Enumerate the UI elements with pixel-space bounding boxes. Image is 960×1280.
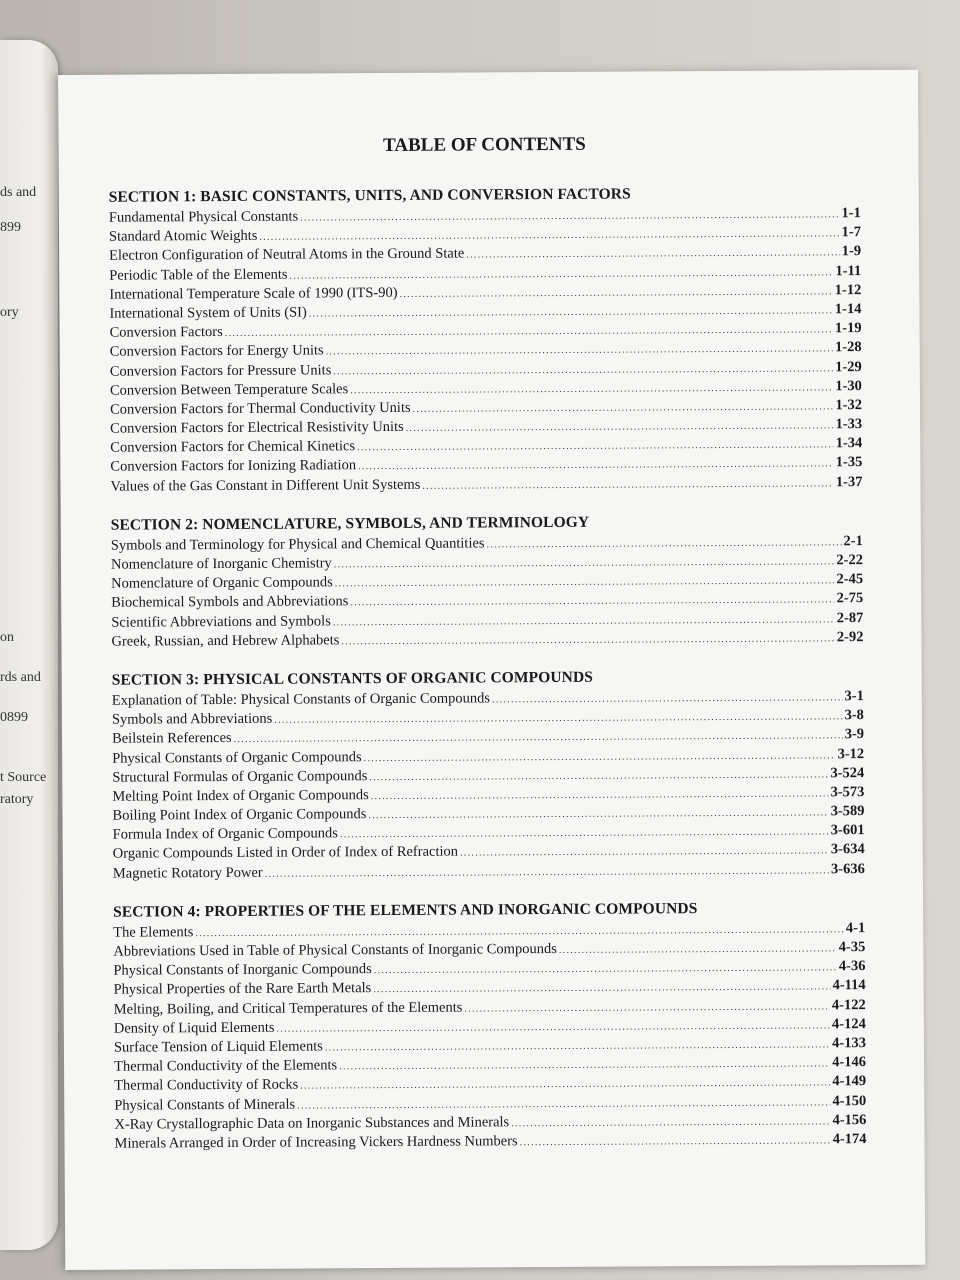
toc-entry-title: Periodic Table of the Elements <box>109 266 288 284</box>
facing-page-fragment: 899 <box>0 220 21 235</box>
toc-entry-title: Explanation of Table: Physical Constants of Organic Compounds <box>111 690 491 709</box>
show-through-texture <box>558 110 888 112</box>
toc-page-number: 4-146 <box>832 1054 867 1071</box>
dot-leader <box>486 533 841 554</box>
toc-entry <box>114 1130 866 1154</box>
toc-entry-title: Physical Constants of Organic Compounds <box>112 748 362 767</box>
toc-entry-title: Boiling Point Index of Organic Compounds <box>112 806 367 824</box>
toc-page-number: 2-45 <box>836 571 864 588</box>
dot-leader <box>464 997 830 1018</box>
toc-page-number: 3-601 <box>830 822 865 839</box>
toc-page-number: 4-1 <box>845 919 866 937</box>
section-heading: SECTION 1: BASIC CONSTANTS, UNITS, AND CONVERSION FACTORS <box>108 185 631 206</box>
toc-page-number: 3-589 <box>830 803 865 820</box>
toc-entry-title: Organic Compounds Listed in Order of Index of Refraction <box>112 844 459 863</box>
toc-entry-title: Melting Point Index of Organic Compounds <box>112 786 369 805</box>
dot-leader <box>341 629 835 651</box>
section-heading: SECTION 3: PHYSICAL CONSTANTS OF ORGANIC COMPOUNDS <box>111 668 593 689</box>
toc-entry-title: Standard Atomic Weights <box>108 227 258 245</box>
toc-page-number: 4-174 <box>832 1130 867 1148</box>
toc-page-number: 2-75 <box>836 590 864 607</box>
toc-page-number: 1-34 <box>835 435 863 452</box>
toc-page-number: 4-133 <box>832 1035 866 1052</box>
dot-leader <box>265 861 829 884</box>
toc-page-number: 3-12 <box>837 745 865 762</box>
dot-leader <box>400 282 833 304</box>
toc-entry-title: Biochemical Symbols and Abbreviations <box>111 593 349 612</box>
toc-page-number: 2-1 <box>843 532 863 550</box>
toc-entry <box>111 628 863 652</box>
toc-section <box>111 512 864 652</box>
toc-page-number: 3-634 <box>830 841 865 858</box>
toc-entry-title: Conversion Factors for Energy Units <box>109 342 324 361</box>
toc-entry-title: Magnetic Rotatory Power <box>112 864 263 882</box>
toc-entry-title: Fundamental Physical Constants <box>108 208 299 226</box>
facing-page-fragment: on <box>0 630 14 645</box>
toc-entry-title: Scientific Abbreviations and Symbols <box>111 612 331 631</box>
toc-page-number: 3-9 <box>844 726 865 743</box>
toc-entry-title: Density of Liquid Elements <box>113 1019 275 1037</box>
toc-entry-title: International Temperature Scale of 1990 (ITS-90) <box>109 284 398 303</box>
toc-entry-title: The Elements <box>113 924 194 941</box>
toc-entry-title: Conversion Factors for Chemical Kinetics <box>110 438 356 456</box>
dot-leader <box>406 416 834 438</box>
toc-entry-title: Symbols and Terminology for Physical and Chemical Quantities <box>110 535 485 554</box>
toc-page-number: 3-8 <box>844 707 864 724</box>
dot-leader <box>559 939 837 960</box>
toc-entry-title: Melting, Boiling, and Critical Temperatures of the Elements <box>113 999 463 1018</box>
dot-leader <box>413 397 834 419</box>
toc-page-number: 3-1 <box>844 688 864 705</box>
toc-entry <box>110 473 862 497</box>
toc-entry-list <box>113 919 866 1154</box>
toc-entry-title: Surface Tension of Liquid Elements <box>113 1038 323 1056</box>
section-heading: SECTION 4: PROPERTIES OF THE ELEMENTS AND INORGANIC COMPOUNDS <box>113 899 698 921</box>
toc-page-number: 4-156 <box>832 1111 867 1128</box>
toc-entry-title: Abbreviations Used in Table of Physical Constants of Inorganic Compounds <box>113 940 557 960</box>
toc-page-number: 4-114 <box>832 977 866 994</box>
toc-page-number: 1-1 <box>841 205 861 222</box>
toc-entry-title: Thermal Conductivity of Rocks <box>114 1076 299 1094</box>
toc-page-number: 4-149 <box>832 1073 867 1090</box>
dot-leader <box>492 688 843 709</box>
dot-leader <box>422 474 834 496</box>
toc-entry-title: Minerals Arranged in Order of Increasing Vickers Hardness Numbers <box>114 1133 518 1152</box>
toc-page-number: 2-22 <box>836 552 864 569</box>
toc-section <box>109 184 863 496</box>
toc-entry-title: Greek, Russian, and Hebrew Alphabets <box>111 632 340 650</box>
toc-page-number: 4-150 <box>832 1092 867 1109</box>
toc-page-number: 2-87 <box>836 609 864 626</box>
toc-entry-title: Conversion Factors for Electrical Resistivity Units <box>110 418 404 437</box>
toc-entry-title: Structural Formulas of Organic Compounds <box>112 767 368 786</box>
toc-page-number: 3-636 <box>830 860 865 877</box>
table-of-contents <box>108 132 866 1174</box>
book-page <box>58 70 925 1270</box>
toc-page-number: 1-37 <box>835 473 863 490</box>
toc-page-number: 4-122 <box>831 996 866 1013</box>
facing-page-fragment: ds and <box>0 185 37 200</box>
toc-page-number: 1-32 <box>835 396 863 414</box>
toc-entry-title: X-Ray Crystallographic Data on Inorganic Substances and Minerals <box>114 1113 510 1133</box>
toc-page-number: 1-9 <box>841 243 862 260</box>
dot-leader <box>460 842 829 863</box>
toc-page-number: 1-7 <box>841 224 862 241</box>
toc-entry-title: Beilstein References <box>112 730 232 747</box>
toc-entry-title: Conversion Factors for Ionizing Radiation <box>110 457 357 476</box>
toc-entry-title: Symbols and Abbreviations <box>111 710 273 728</box>
toc-entry-title: Physical Constants of Inorganic Compounds <box>113 961 372 979</box>
dot-leader <box>466 244 840 265</box>
toc-entry-title: Physical Constants of Minerals <box>114 1096 296 1114</box>
toc-entry-title: Thermal Conductivity of the Elements <box>114 1057 338 1075</box>
dot-leader <box>520 1131 831 1152</box>
toc-page-number: 1-12 <box>834 281 862 299</box>
toc-entry-title: Formula Index of Organic Compounds <box>112 825 338 843</box>
toc-sections <box>109 184 867 1154</box>
toc-entry-list <box>112 687 865 883</box>
toc-page-number: 4-35 <box>838 939 866 956</box>
page-title: TABLE OF CONTENTS <box>383 133 586 157</box>
dot-leader <box>511 1112 831 1133</box>
toc-section <box>113 899 867 1154</box>
toc-entry-list <box>109 204 863 496</box>
toc-page-number: 4-124 <box>831 1015 866 1033</box>
toc-page-number: 1-28 <box>835 339 862 356</box>
facing-page-fragment: ratory <box>0 792 34 807</box>
toc-entry-title: Conversion Factors for Pressure Units <box>109 361 332 380</box>
toc-page-number: 3-524 <box>830 764 865 781</box>
toc-entry <box>113 860 865 884</box>
toc-page-number: 1-14 <box>834 301 862 318</box>
toc-entry-list <box>111 532 864 652</box>
toc-page-number: 1-33 <box>835 416 863 433</box>
toc-entry-title: Nomenclature of Inorganic Chemistry <box>110 555 332 573</box>
toc-page-number: 1-19 <box>834 320 862 337</box>
toc-page-number: 2-92 <box>836 628 864 646</box>
toc-entry-title: Electron Configuration of Neutral Atoms in the Ground State <box>109 245 465 265</box>
toc-entry-title: Conversion Factors <box>109 324 223 341</box>
toc-entry-title: Conversion Between Temperature Scales <box>109 380 349 399</box>
toc-entry-title: Nomenclature of Organic Compounds <box>111 574 333 592</box>
facing-page-edge <box>0 40 58 1250</box>
toc-page-number: 1-35 <box>835 454 863 471</box>
toc-page-number: 1-11 <box>835 262 862 279</box>
section-heading: SECTION 2: NOMENCLATURE, SYMBOLS, AND TERMINOLOGY <box>110 513 590 534</box>
toc-entry-title: Conversion Factors for Thermal Conductivity Units <box>109 399 411 418</box>
facing-page-fragment: t Source <box>0 770 47 785</box>
toc-page-number: 4-36 <box>838 958 866 975</box>
toc-section <box>112 667 865 883</box>
facing-page-fragment: ory <box>0 305 19 320</box>
toc-page-number: 1-30 <box>835 377 862 394</box>
toc-entry-title: International System of Units (SI) <box>109 304 307 322</box>
toc-entry-title: Values of the Gas Constant in Different Unit Systems <box>110 476 421 495</box>
toc-page-number: 1-29 <box>835 358 862 375</box>
facing-page-fragment: 0899 <box>0 710 28 725</box>
toc-entry-title: Physical Properties of the Rare Earth Metals <box>113 980 372 999</box>
facing-page-fragment: rds and <box>0 670 41 685</box>
toc-page-number: 3-573 <box>830 783 865 801</box>
